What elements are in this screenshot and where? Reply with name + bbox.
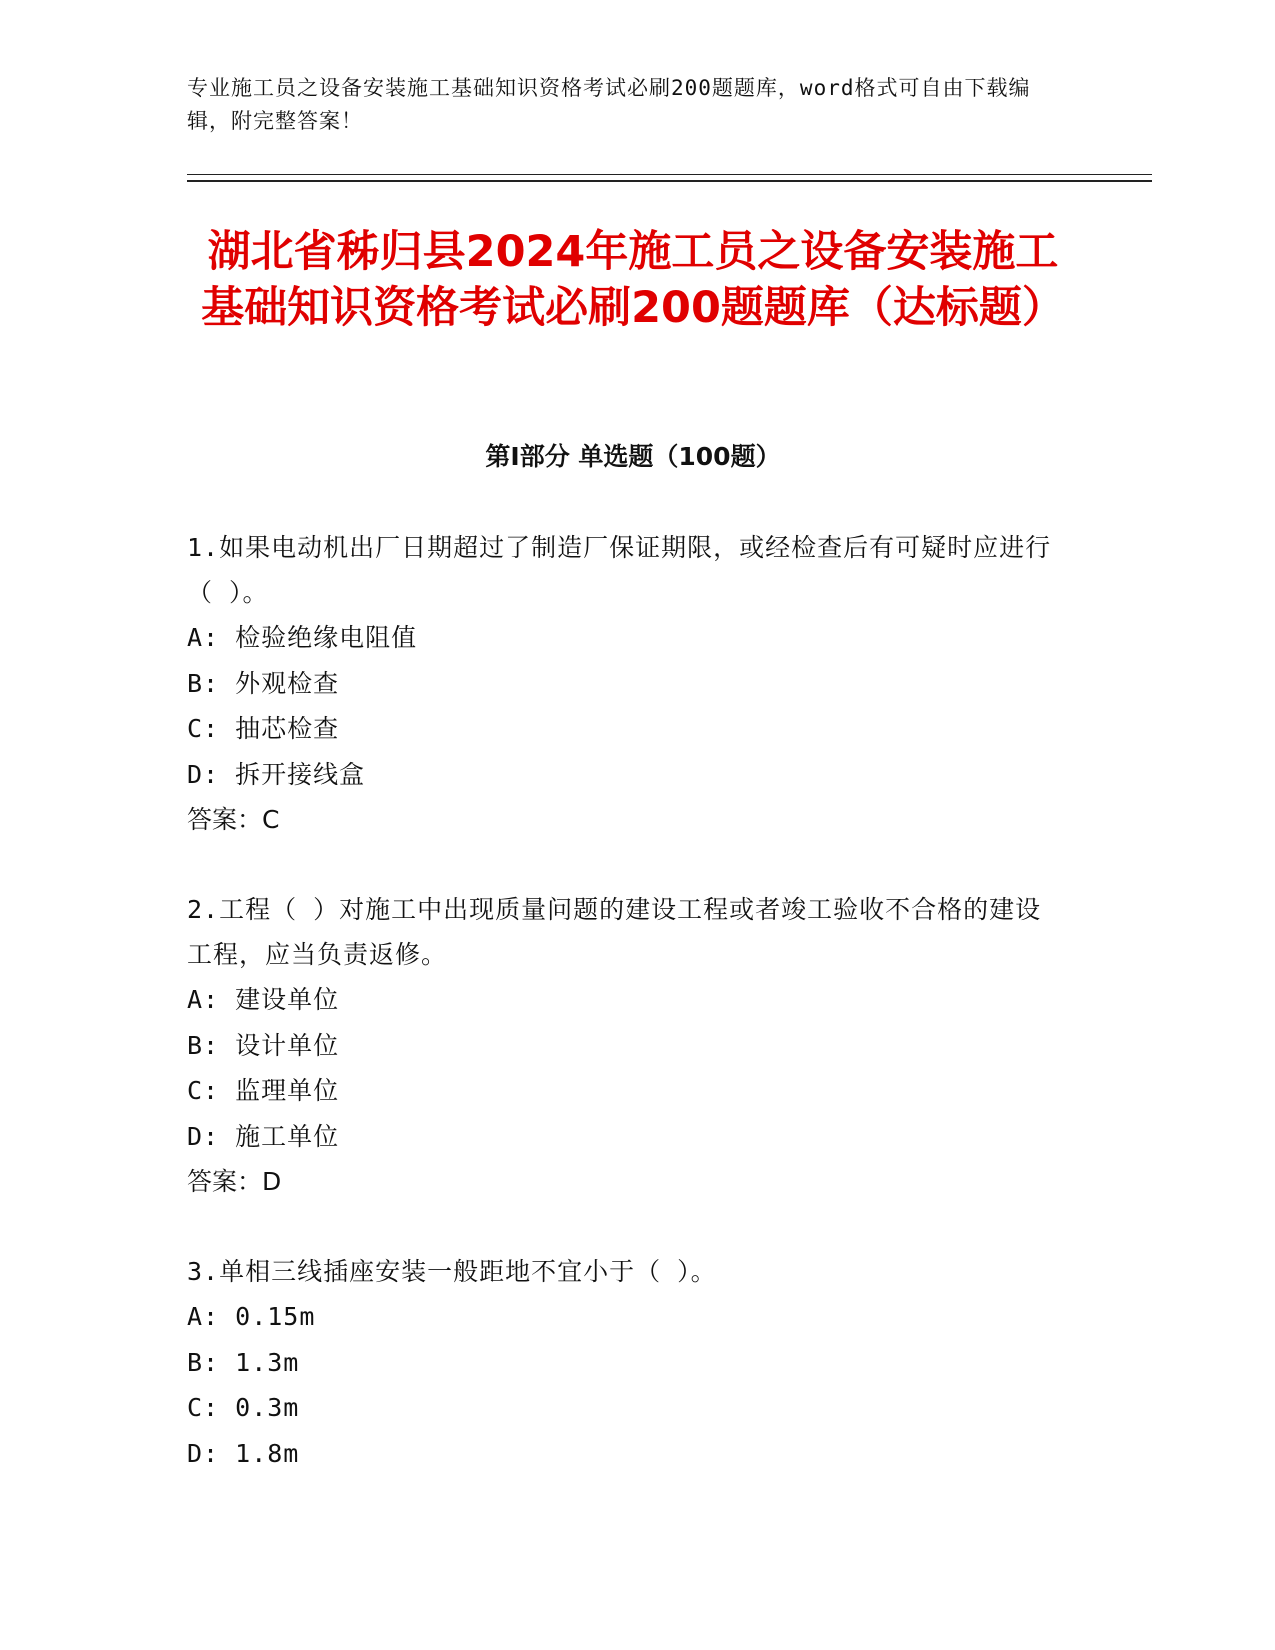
option-d: D: 1.8m (187, 1438, 300, 1468)
question-stem: 2.工程（ ）对施工中出现质量问题的建设工程或者竣工验收不合格的建设工程，应当负责返修。 (187, 895, 1042, 969)
option-a: A: 0.15m (187, 1302, 316, 1331)
option-a: A: 检验绝缘电阻值 (187, 623, 418, 652)
option-a: A: 建设单位 (187, 985, 340, 1014)
question-stem: 1.如果电动机出厂日期超过了制造厂保证期限，或经检查后有可疑时应进行（ ）。 (187, 533, 1052, 607)
header-note: 专业施工员之设备安装施工基础知识资格考试必刷200题题库，word格式可自由下载编辑，附完整答案！ (187, 76, 1031, 133)
option-b: B: 1.3m (187, 1347, 300, 1377)
option-d: D: 拆开接线盒 (187, 759, 366, 789)
answer: 答案：C (187, 805, 280, 834)
answer: 答案：D (187, 1167, 282, 1196)
header-divider-thick (187, 180, 1152, 182)
question-1 (187, 525, 1067, 842)
document-title: 湖北省秭归县2024年施工员之设备安装施工基础知识资格考试必刷200题题库（达标题） (201, 227, 1065, 333)
header-divider-thin (187, 174, 1152, 175)
option-d: D: 施工单位 (187, 1121, 340, 1151)
option-b: B: 外观检查 (187, 668, 340, 698)
option-c: C: 抽芯检查 (187, 714, 340, 743)
option-c: C: 0.3m (187, 1393, 300, 1422)
option-b: B: 设计单位 (187, 1030, 340, 1060)
question-stem: 3.单相三线插座安装一般距地不宜小于（ ）。 (187, 1257, 717, 1286)
question-2 (187, 887, 1067, 1204)
section-heading: 第I部分 单选题（100题） (485, 442, 781, 471)
question-3 (187, 1249, 1067, 1476)
option-c: C: 监理单位 (187, 1076, 340, 1105)
